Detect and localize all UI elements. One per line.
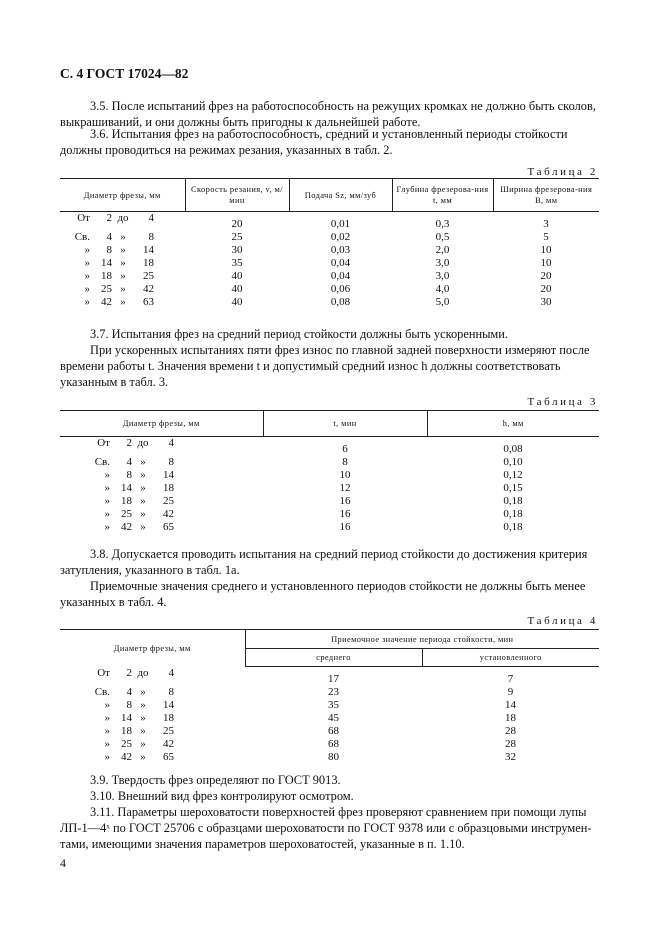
diameter-part: 18: [163, 712, 174, 724]
text-line: ЛП-1—4ˣ по ГОСТ 25706 с образцами шероховатости по ГОСТ 9378 или с образцовыми инструмен-: [60, 821, 592, 835]
diameter-part: »: [84, 296, 90, 308]
value-cell: 3: [543, 218, 549, 230]
diameter-part: »: [120, 231, 126, 243]
value-cell: 0,04: [330, 257, 351, 269]
value-cell: 0,18: [503, 508, 523, 520]
diameter-cell: [60, 712, 245, 725]
diameter-part: »: [140, 508, 146, 520]
table-row: [60, 686, 599, 699]
diameter-part: 4: [126, 456, 132, 468]
value-cell: 7: [507, 673, 514, 685]
diameter-part: 4: [126, 686, 132, 698]
diameter-part: »: [140, 482, 146, 494]
value-cell: 23: [328, 686, 339, 698]
diameter-part: »: [104, 482, 110, 494]
col-header-width: Ширина фрезерова-ния B, мм: [493, 179, 599, 212]
diameter-cell: [60, 738, 245, 751]
table-2-caption: Таблица 2: [527, 166, 598, 178]
text-line: 3.6. Испытания фрез на работоспособность, средний и установленный периоды стойкости: [90, 127, 568, 141]
diameter-cell: [60, 437, 263, 457]
diameter-part: »: [140, 738, 146, 750]
diameter-cell: [60, 231, 185, 244]
value-cell: 16: [339, 508, 351, 520]
diameter-cell: [60, 244, 185, 257]
diameter-part: Св.: [74, 231, 90, 243]
diameter-part: 8: [168, 456, 174, 468]
value-cell: 0,15: [503, 482, 523, 494]
diameter-part: 25: [121, 738, 132, 750]
diameter-part: 42: [163, 738, 174, 750]
table-3-caption: Таблица 3: [527, 396, 598, 408]
value-cell: 45: [328, 712, 339, 724]
col-header-time: t, мин: [263, 411, 427, 437]
diameter-part: »: [104, 738, 110, 750]
col-header-diameter: Диаметр фрезы, мм: [60, 411, 263, 437]
diameter-part: »: [104, 699, 110, 711]
diameter-part: 14: [163, 699, 174, 711]
diameter-part: »: [140, 725, 146, 737]
table-row: [60, 699, 599, 712]
diameter-part: 18: [101, 270, 112, 282]
value-cell: 0,06: [330, 283, 351, 295]
diameter-part: От: [77, 212, 90, 224]
text-line: должны проводиться на режимах резания, указанных в табл. 2.: [60, 143, 393, 157]
value-cell: 40: [231, 270, 243, 282]
diameter-part: 42: [163, 508, 174, 520]
value-cell: 0,10: [503, 456, 523, 468]
col-header-average: среднего: [245, 649, 422, 667]
diameter-part: 14: [121, 482, 132, 494]
diameter-cell: [60, 667, 245, 687]
text-line: Приемочные значения среднего и установленного периодов стойкости не должны быть менее: [90, 579, 586, 593]
value-cell: 10: [540, 257, 552, 269]
value-cell: 0,08: [503, 443, 523, 455]
value-cell: 0,18: [503, 495, 523, 507]
value-cell: 17: [328, 673, 339, 685]
table-row: [60, 667, 599, 687]
col-header-feed: Подача Sz, мм/зуб: [289, 179, 392, 212]
value-cell: 40: [231, 296, 243, 308]
table-row: [60, 469, 599, 482]
value-cell: 3,0: [435, 257, 450, 269]
text-line: 3.7. Испытания фрез на средний период стойкости должны быть ускоренными.: [90, 327, 509, 341]
table-row: [60, 244, 599, 257]
diameter-part: »: [140, 699, 146, 711]
diameter-part: 4: [168, 666, 174, 679]
col-header-diameter: Диаметр фрезы, мм: [60, 179, 185, 212]
value-cell: 20: [540, 270, 552, 282]
value-cell: 28: [505, 725, 516, 737]
diameter-part: 2: [106, 212, 112, 224]
diameter-part: »: [84, 283, 90, 295]
diameter-cell: [60, 725, 245, 738]
value-cell: 0,03: [330, 244, 351, 256]
diameter-part: »: [140, 456, 146, 468]
value-cell: 20: [540, 283, 552, 295]
diameter-part: 8: [168, 686, 174, 698]
table-4-caption: Таблица 4: [527, 615, 598, 627]
diameter-cell: [60, 686, 245, 699]
diameter-part: »: [120, 283, 126, 295]
diameter-cell: [60, 482, 263, 495]
text-line: При ускоренных испытаниях пяти фрез износ по главной задней поверхности измеряют после: [90, 343, 590, 357]
value-cell: 68: [328, 725, 339, 737]
value-cell: 20: [231, 218, 243, 230]
diameter-cell: [60, 521, 263, 534]
table-2: [60, 178, 599, 309]
value-cell: 14: [505, 699, 516, 711]
diameter-cell: [60, 296, 185, 309]
value-cell: 5: [543, 231, 549, 243]
value-cell: 12: [339, 482, 351, 494]
col-header-group: Приемочное значение периода стойкости, мин: [245, 630, 599, 649]
table-row: [60, 521, 599, 534]
value-cell: 2,0: [435, 244, 450, 256]
value-cell: 16: [339, 521, 351, 533]
value-cell: 32: [505, 751, 516, 763]
diameter-part: 25: [163, 725, 174, 737]
diameter-part: 18: [121, 495, 132, 507]
table-row: [60, 270, 599, 283]
col-header-diameter: Диаметр фрезы, мм: [60, 630, 245, 667]
diameter-part: 14: [143, 244, 154, 256]
diameter-cell: [60, 283, 185, 296]
table-row: [60, 482, 599, 495]
table-row: [60, 495, 599, 508]
diameter-part: »: [140, 521, 146, 533]
diameter-part: »: [84, 270, 90, 282]
value-cell: 4,0: [435, 283, 450, 295]
value-cell: 5,0: [435, 296, 450, 308]
value-cell: 0,12: [503, 469, 523, 481]
diameter-part: 65: [163, 751, 174, 763]
table-row: [60, 212, 599, 232]
value-cell: 3,0: [435, 270, 450, 282]
diameter-part: 4: [148, 212, 154, 224]
diameter-part: »: [120, 296, 126, 308]
diameter-part: »: [140, 751, 146, 763]
table-row: [60, 437, 599, 457]
diameter-part: »: [104, 495, 110, 507]
diameter-cell: [60, 495, 263, 508]
text-line: затупления, указанного в табл. 1а.: [60, 563, 240, 577]
value-cell: 35: [231, 257, 243, 269]
value-cell: 0,3: [435, 218, 450, 230]
diameter-part: 25: [121, 508, 132, 520]
diameter-part: 65: [163, 521, 174, 533]
table-row: [60, 456, 599, 469]
diameter-part: 14: [163, 469, 174, 481]
table-row: [60, 738, 599, 751]
col-header-established: установленного: [422, 649, 599, 667]
text-line: выкрашиваний, и они должны быть пригодны к дальнейшей работе.: [60, 115, 421, 129]
diameter-part: 4: [168, 437, 174, 449]
value-cell: 0,04: [330, 270, 351, 282]
diameter-part: 14: [101, 257, 112, 269]
diameter-part: »: [104, 725, 110, 737]
diameter-part: до: [117, 212, 129, 224]
diameter-part: »: [104, 521, 110, 533]
diameter-cell: [60, 270, 185, 283]
value-cell: 0,02: [330, 231, 351, 243]
diameter-part: От: [97, 666, 110, 679]
diameter-part: 4: [106, 231, 112, 243]
table-row: [60, 712, 599, 725]
col-header-speed: Скорость резания, v, м/мин: [185, 179, 289, 212]
diameter-part: »: [140, 712, 146, 724]
paragraph-3-7: [60, 326, 598, 390]
value-cell: 0,01: [330, 218, 351, 230]
diameter-part: 8: [148, 231, 154, 243]
value-cell: 80: [328, 751, 339, 763]
text-line: указанным в табл. 3.: [60, 375, 169, 389]
diameter-part: 14: [121, 712, 132, 724]
paragraph-3-9: 3.9. Твердость фрез определяют по ГОСТ 9013.: [90, 773, 341, 787]
col-header-depth: Глубина фрезерова-ния t, мм: [392, 179, 493, 212]
diameter-part: »: [104, 751, 110, 763]
table-row: [60, 725, 599, 738]
diameter-part: 42: [101, 296, 112, 308]
paragraph-3-6: [60, 126, 598, 158]
diameter-part: Св.: [94, 686, 110, 698]
value-cell: 30: [540, 296, 552, 308]
value-cell: 18: [505, 712, 516, 724]
table-3: [60, 410, 599, 534]
diameter-part: »: [84, 244, 90, 256]
diameter-part: »: [140, 469, 146, 481]
value-cell: 9: [507, 686, 514, 698]
diameter-part: до: [137, 437, 149, 449]
value-cell: 35: [328, 699, 339, 711]
diameter-cell: [60, 469, 263, 482]
table-row: [60, 508, 599, 521]
page-header: С. 4 ГОСТ 17024—82: [60, 66, 189, 81]
table-row: [60, 296, 599, 309]
value-cell: 16: [339, 495, 351, 507]
diameter-part: »: [84, 257, 90, 269]
diameter-part: 18: [163, 482, 174, 494]
value-cell: 10: [339, 469, 351, 481]
text-line: указанных в табл. 4.: [60, 595, 167, 609]
table-4: [60, 629, 599, 764]
diameter-cell: [60, 508, 263, 521]
diameter-part: 25: [101, 283, 112, 295]
diameter-part: 8: [106, 244, 112, 256]
page-number: 4: [60, 856, 66, 870]
col-header-wear: h, мм: [427, 411, 599, 437]
diameter-part: »: [104, 469, 110, 481]
diameter-part: 18: [143, 257, 154, 269]
value-cell: 30: [231, 244, 243, 256]
table-row: [60, 283, 599, 296]
paragraph-3-8: [60, 546, 598, 610]
diameter-part: 25: [143, 270, 154, 282]
paragraphs-3-9-3-11: [60, 772, 598, 852]
diameter-part: Св.: [94, 456, 110, 468]
diameter-part: 8: [126, 699, 132, 711]
diameter-part: до: [137, 666, 149, 679]
diameter-part: »: [140, 686, 146, 698]
diameter-part: »: [140, 495, 146, 507]
value-cell: 25: [231, 231, 243, 243]
value-cell: 68: [328, 738, 339, 750]
diameter-part: 2: [126, 437, 132, 449]
diameter-part: »: [120, 270, 126, 282]
paragraph-3-10: 3.10. Внешний вид фрез контролируют осмотром.: [90, 789, 354, 803]
value-cell: 6: [342, 443, 348, 455]
diameter-part: »: [120, 257, 126, 269]
table-row: [60, 231, 599, 244]
diameter-cell: [60, 456, 263, 469]
text-line: тами, имеющими значения параметров шероховатостей, указанные в п. 1.10.: [60, 837, 465, 851]
diameter-part: 42: [121, 751, 132, 763]
diameter-part: От: [97, 437, 110, 449]
diameter-part: 8: [126, 469, 132, 481]
text-line: времени работы t. Значения времени t и допустимый средний износ h должны соответствовать: [60, 359, 561, 373]
text-line: 3.5. После испытаний фрез на работоспособность на режущих кромках не должно быть сколов,: [90, 99, 596, 113]
diameter-part: »: [104, 712, 110, 724]
value-cell: 0,18: [503, 521, 523, 533]
diameter-part: 2: [126, 666, 132, 679]
diameter-part: 42: [121, 521, 132, 533]
diameter-part: »: [104, 508, 110, 520]
value-cell: 10: [540, 244, 552, 256]
diameter-cell: [60, 699, 245, 712]
value-cell: 0,5: [435, 231, 450, 243]
diameter-part: 63: [143, 296, 154, 308]
value-cell: 0,08: [330, 296, 351, 308]
diameter-part: »: [120, 244, 126, 256]
diameter-cell: [60, 212, 185, 232]
diameter-part: 18: [121, 725, 132, 737]
table-row: [60, 257, 599, 270]
text-line: 3.8. Допускается проводить испытания на средний период стойкости до достижения критерия: [90, 547, 588, 561]
value-cell: 40: [231, 283, 243, 295]
value-cell: 8: [342, 456, 348, 468]
diameter-part: 42: [143, 283, 154, 295]
value-cell: 28: [505, 738, 516, 750]
diameter-part: 25: [163, 495, 174, 507]
diameter-cell: [60, 751, 245, 764]
text-line: 3.11. Параметры шероховатости поверхностей фрез проверяют сравнением при помощи лупы: [90, 805, 587, 819]
table-row: [60, 751, 599, 764]
diameter-cell: [60, 257, 185, 270]
